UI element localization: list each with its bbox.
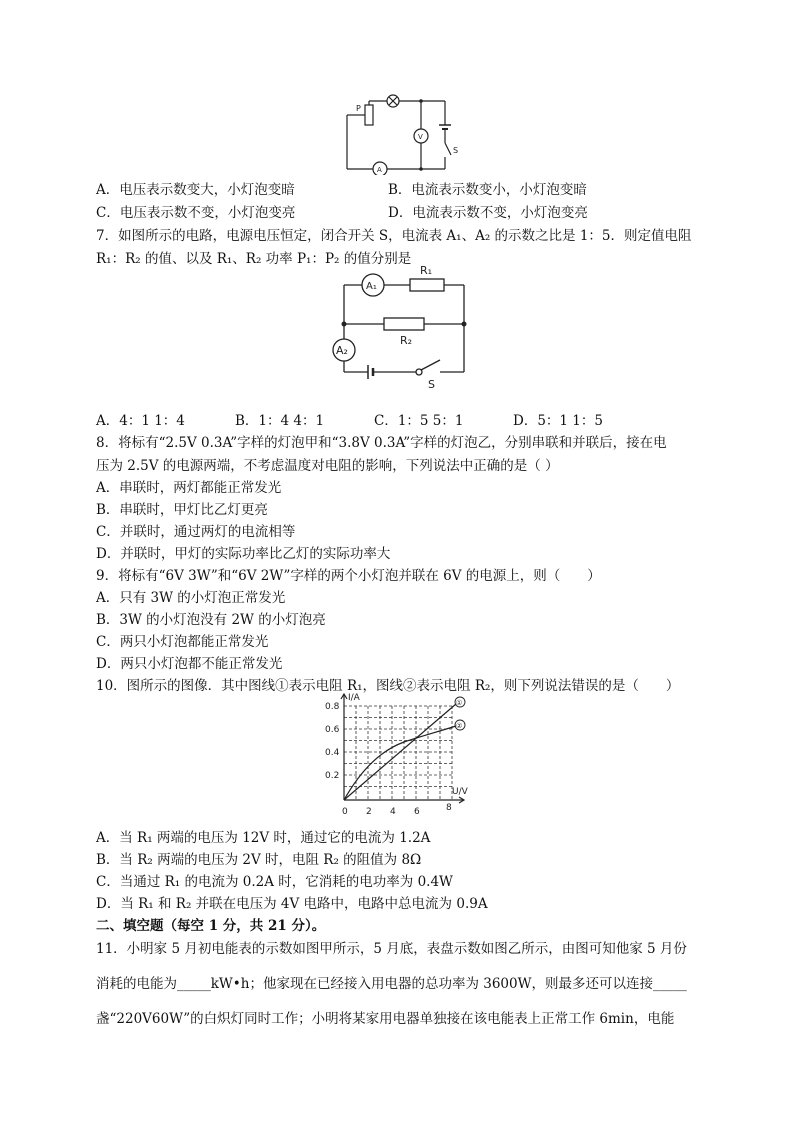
q7-option-b: B．1：4 4：1 <box>235 413 325 429</box>
q7-fig-label-a1: A₁ <box>366 281 377 292</box>
q6-fig-label-a: A <box>377 166 382 174</box>
q10-graph-ytick-08: 0.8 <box>325 702 340 712</box>
q7-option-c: C．1：5 5：1 <box>374 413 464 429</box>
q10-option-b: B．当 R₂ 两端的电压为 2V 时，电阻 R₂ 的阻值为 8Ω <box>96 852 422 868</box>
q6-option-d: D．电流表示数不变，小灯泡变亮 <box>388 205 588 221</box>
q10-option-d: D．当 R₁ 和 R₂ 并联在电压为 4V 电路中，电路中总电流为 0.9A <box>96 896 488 912</box>
q6-fig-label-s: S <box>453 146 459 155</box>
q7-fig-label-s: S <box>428 378 435 390</box>
q10-option-c: C．当通过 R₁ 的电流为 0.2A 时，它消耗的电功率为 0.4W <box>96 874 453 890</box>
q9-option-d: D．两只小灯泡都不能正常发光 <box>96 656 283 672</box>
q11-line2: 消耗的电能为_____kW•h；他家现在已经接入用电器的总功率为 3600W，则最多还可以连接_____ <box>96 976 687 992</box>
q10-graph-curve1-label: ① <box>456 699 463 707</box>
q7-option-d: D．5：1 1：5 <box>513 413 603 429</box>
q10-graph-xtick-8: 8 <box>446 803 452 813</box>
q9-option-c: C．两只小灯泡都能正常发光 <box>96 634 269 650</box>
q9-stem: 9．将标有“6V 3W”和“6V 2W”字样的两个小灯泡并联在 6V 的电源上，则（ ） <box>96 568 601 584</box>
q9-option-a: A．只有 3W 的小灯泡正常发光 <box>96 590 286 606</box>
q10-graph-ytick-04: 0.4 <box>325 748 340 758</box>
q6-option-c: C．电压表示数不变，小灯泡变亮 <box>96 205 296 221</box>
q8-stem-line1: 8．将标有“2.5V 0.3A”字样的灯泡甲和“3.8V 0.3A”字样的灯泡乙，分别串联和并联后，接在电 <box>96 435 667 451</box>
q10-graph-curve2-label: ② <box>456 722 463 730</box>
section2-heading: 二、填空题（每空 1 分，共 21 分）。 <box>96 918 326 934</box>
q10-graph-xlabel: U/V <box>452 787 468 797</box>
q10-graph-ylabel: I/A <box>348 693 360 703</box>
q7-circuit-figure <box>328 262 478 390</box>
q8-option-c: C．并联时，通过两灯的电流相等 <box>96 524 296 540</box>
q11-line3: 盏“220V60W”的白炽灯同时工作；小明将某家用电器单独接在该电能表上正常工作 6min，电能 <box>96 1011 675 1027</box>
q6-fig-label-v: V <box>418 133 423 141</box>
q10-graph-ytick-02: 0.2 <box>325 771 340 781</box>
q6-fig-label-p: P <box>356 104 361 113</box>
q10-graph-xtick-0: 0 <box>342 807 348 817</box>
q10-graph-ytick-06: 0.6 <box>325 725 340 735</box>
q8-option-b: B．串联时，甲灯比乙灯更亮 <box>96 502 268 518</box>
q10-graph-xtick-6: 6 <box>414 807 420 817</box>
q10-iu-graph <box>322 690 482 820</box>
q7-stem-line2: R₁：R₂ 的值、以及 R₁、R₂ 功率 P₁：P₂ 的值分别是 <box>96 251 412 267</box>
q6-circuit-figure <box>335 93 470 175</box>
q11-line1: 11．小明家 5 月初电能表的示数如图甲所示，5 月底，表盘示数如图乙所示，由图可知他家 5 月份 <box>96 941 687 957</box>
q7-fig-label-a2: A₂ <box>336 344 348 357</box>
q8-option-d: D．并联时，甲灯的实际功率比乙灯的实际功率大 <box>96 546 391 562</box>
q7-fig-label-r1: R₁ <box>420 264 433 277</box>
q7-fig-label-r2: R₂ <box>400 334 413 347</box>
q7-option-a: A．4：1 1：4 <box>96 413 185 429</box>
q6-option-b: B．电流表示数变小，小灯泡变暗 <box>388 182 587 198</box>
q7-stem-line1: 7．如图所示的电路，电源电压恒定，闭合开关 S，电流表 A₁、A₂ 的示数之比是 1：5．则定值电阻 <box>96 228 692 244</box>
q10-stem: 10．图所示的图像．其中图线①表示电阻 R₁，图线②表示电阻 R₂，则下列说法错误的是（ ） <box>96 678 680 694</box>
q10-graph-xtick-2: 2 <box>366 807 372 817</box>
q10-option-a: A．当 R₁ 两端的电压为 12V 时，通过它的电流为 1.2A <box>96 830 431 846</box>
q8-option-a: A．串联时，两灯都能正常发光 <box>96 480 282 496</box>
q10-graph-xtick-4: 4 <box>390 807 396 817</box>
q9-option-b: B．3W 的小灯泡没有 2W 的小灯泡亮 <box>96 612 326 628</box>
q6-option-a: A．电压表示数变大，小灯泡变暗 <box>96 182 295 198</box>
q8-stem-line2: 压为 2.5V 的电源两端，不考虑温度对电阻的影响，下列说法中正确的是（ ） <box>96 458 559 474</box>
